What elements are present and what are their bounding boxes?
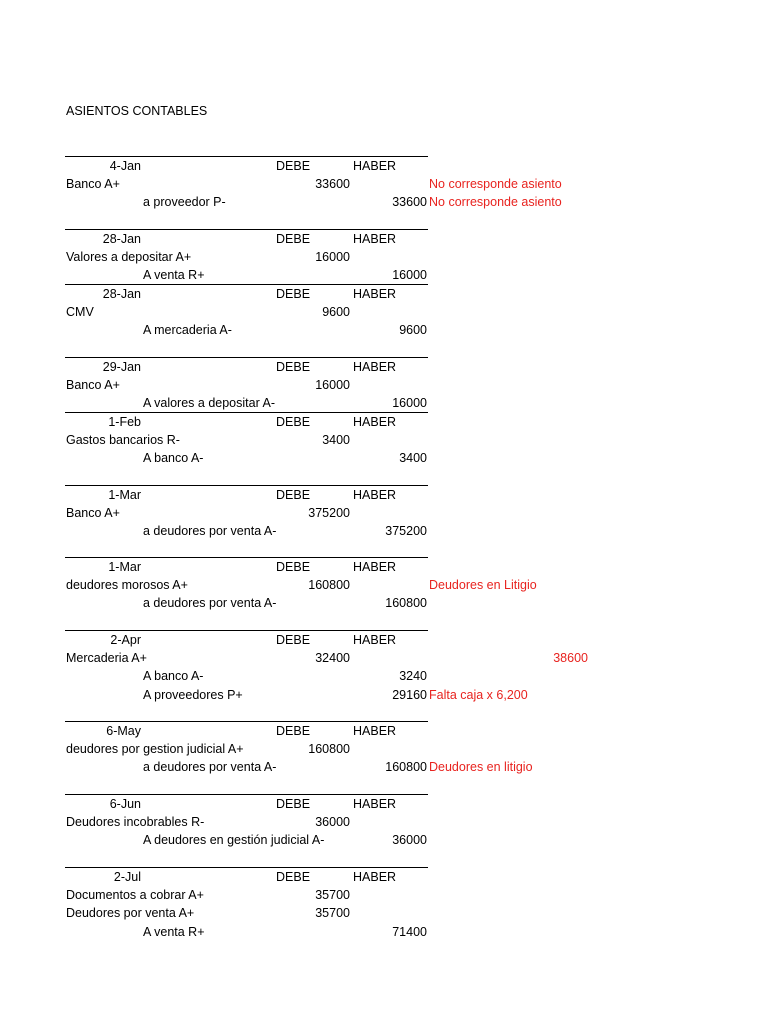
haber-amount: 71400 [392, 924, 427, 939]
haber-header: HABER [353, 488, 397, 502]
entry-date: 1-Feb [108, 415, 141, 429]
debe-header: DEBE [276, 488, 311, 502]
haber-amount: 160800 [385, 760, 427, 775]
haber-amount: 160800 [385, 596, 427, 611]
account-name: Valores a depositar A+ [66, 250, 192, 265]
haber-amount: 16000 [392, 268, 427, 283]
debe-amount: 160800 [308, 742, 350, 757]
account-name: A venta R+ [143, 924, 205, 939]
account-name: a proveedor P- [143, 195, 226, 210]
annotation-note: Deudores en Litigio [429, 578, 537, 593]
entry-separator [65, 284, 428, 285]
entry-date: 4-Jan [109, 159, 141, 173]
account-name: A valores a depositar A- [143, 396, 276, 411]
haber-amount: 9600 [399, 323, 427, 338]
debe-amount: 16000 [315, 378, 350, 393]
haber-amount: 36000 [392, 833, 427, 848]
debe-header: DEBE [276, 232, 311, 246]
debe-amount: 35700 [315, 888, 350, 903]
haber-amount: 3240 [399, 669, 427, 684]
entry-separator [65, 557, 428, 558]
debe-amount: 33600 [315, 177, 350, 192]
account-name: Banco A+ [66, 177, 120, 192]
entry-date: 6-May [106, 724, 141, 738]
haber-amount: 33600 [392, 195, 427, 210]
entry-separator [65, 156, 428, 157]
entry-separator [65, 630, 428, 631]
entry-date: 6-Jun [109, 797, 141, 811]
haber-header: HABER [353, 360, 397, 374]
debe-header: DEBE [276, 287, 311, 301]
haber-header: HABER [353, 560, 397, 574]
debe-header: DEBE [276, 797, 311, 811]
annotation-value: 38600 [553, 651, 588, 666]
debe-amount: 35700 [315, 906, 350, 921]
annotation-note: No corresponde asiento [429, 177, 562, 192]
haber-amount: 29160 [392, 687, 427, 702]
debe-amount: 16000 [315, 250, 350, 265]
debe-header: DEBE [276, 724, 311, 738]
account-name: a deudores por venta A- [143, 760, 277, 775]
entry-date: 1-Mar [108, 560, 141, 574]
haber-header: HABER [353, 415, 397, 429]
account-name: Deudores por venta A+ [66, 906, 195, 921]
account-name: CMV [66, 305, 94, 320]
entry-separator [65, 485, 428, 486]
entry-separator [65, 721, 428, 722]
account-name: A deudores en gestión judicial A- [143, 833, 325, 848]
entry-separator [65, 229, 428, 230]
account-name: Banco A+ [66, 378, 120, 393]
debe-amount: 3400 [322, 433, 350, 448]
debe-header: DEBE [276, 415, 311, 429]
debe-amount: 36000 [315, 815, 350, 830]
entry-separator [65, 412, 428, 413]
debe-header: DEBE [276, 870, 311, 884]
entry-date: 29-Jan [102, 360, 141, 374]
account-name: a deudores por venta A- [143, 524, 277, 539]
debe-amount: 9600 [322, 305, 350, 320]
haber-header: HABER [353, 159, 397, 173]
entry-separator [65, 867, 428, 868]
account-name: A proveedores P+ [143, 687, 243, 702]
account-name: Deudores incobrables R- [66, 815, 205, 830]
account-name: deudores por gestion judicial A+ [66, 742, 244, 757]
entry-separator [65, 794, 428, 795]
debe-header: DEBE [276, 633, 311, 647]
haber-header: HABER [353, 287, 397, 301]
haber-header: HABER [353, 232, 397, 246]
haber-amount: 3400 [399, 451, 427, 466]
entry-date: 28-Jan [102, 287, 141, 301]
haber-header: HABER [353, 797, 397, 811]
account-name: Mercaderia A+ [66, 651, 147, 666]
annotation-note: Falta caja x 6,200 [429, 687, 528, 702]
account-name: deudores morosos A+ [66, 578, 188, 593]
entry-date: 1-Mar [108, 488, 141, 502]
haber-amount: 375200 [385, 524, 427, 539]
account-name: A mercaderia A- [143, 323, 232, 338]
annotation-note: No corresponde asiento [429, 195, 562, 210]
account-name: A banco A- [143, 451, 204, 466]
debe-amount: 160800 [308, 578, 350, 593]
account-name: Gastos bancarios R- [66, 433, 180, 448]
entry-date: 28-Jan [102, 232, 141, 246]
page-title: ASIENTOS CONTABLES [66, 104, 208, 118]
entry-date: 2-Jul [113, 870, 141, 884]
entry-separator [65, 357, 428, 358]
account-name: a deudores por venta A- [143, 596, 277, 611]
debe-header: DEBE [276, 560, 311, 574]
haber-header: HABER [353, 870, 397, 884]
haber-header: HABER [353, 633, 397, 647]
annotation-note: Deudores en litigio [429, 760, 533, 775]
haber-header: HABER [353, 724, 397, 738]
account-name: A venta R+ [143, 268, 205, 283]
debe-amount: 375200 [308, 506, 350, 521]
debe-header: DEBE [276, 159, 311, 173]
haber-amount: 16000 [392, 396, 427, 411]
debe-amount: 32400 [315, 651, 350, 666]
account-name: Banco A+ [66, 506, 120, 521]
account-name: Documentos a cobrar A+ [66, 888, 204, 903]
entry-date: 2-Apr [110, 633, 141, 647]
account-name: A banco A- [143, 669, 204, 684]
debe-header: DEBE [276, 360, 311, 374]
